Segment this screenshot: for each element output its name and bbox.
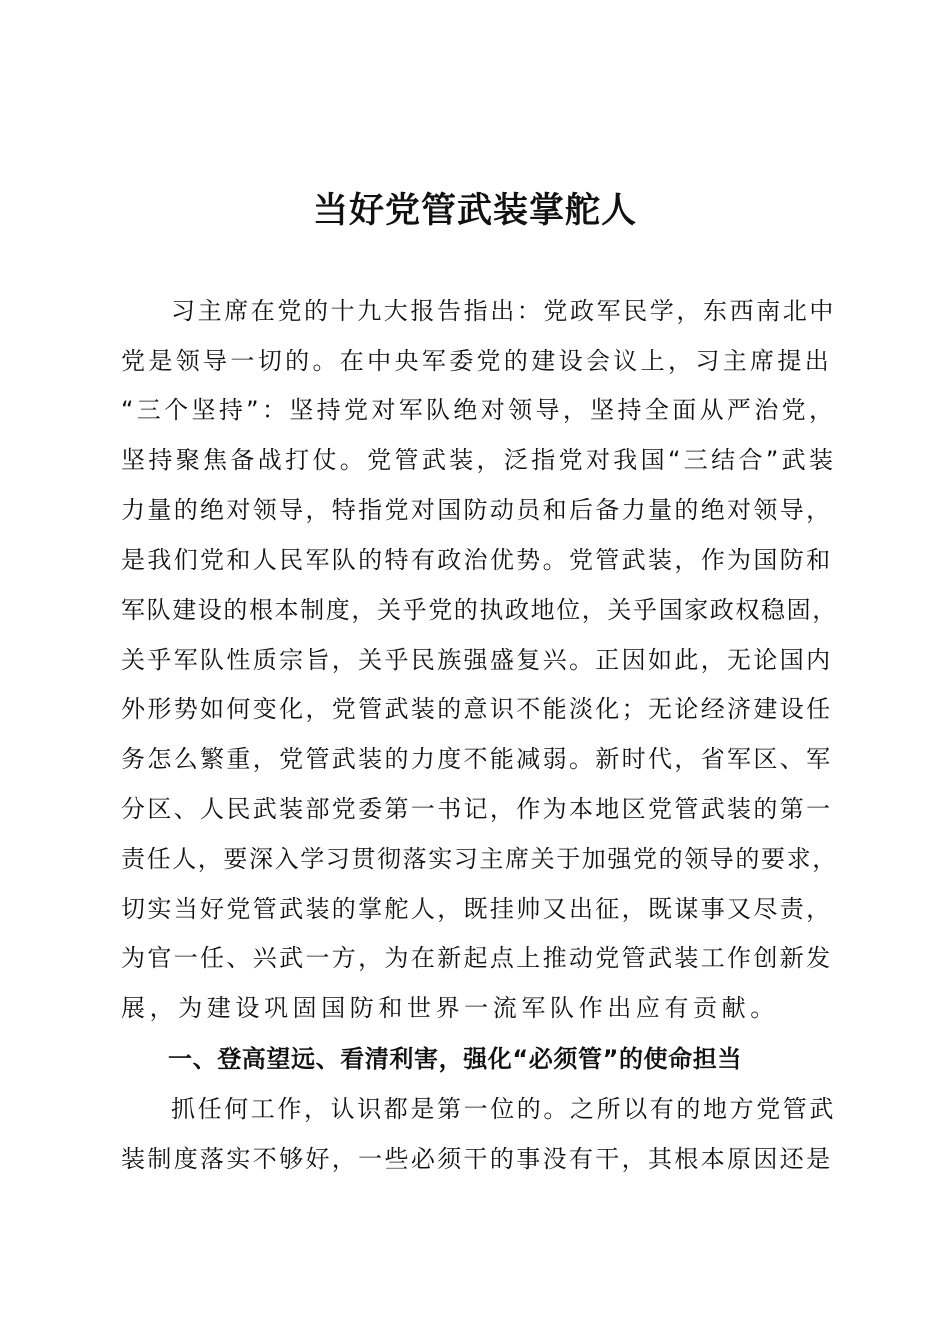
paragraph-line: 切实当好党管武装的掌舵人，既挂帅又出征，既谋事又尽责， — [121, 895, 833, 923]
paragraph-line: 为官一任、兴武一方，为在新起点上推动党管武装工作创新发 — [121, 944, 833, 972]
section-heading: 一、登高望远、看清利害，强化“必须管”的使命担当 — [168, 1045, 742, 1073]
paragraph-line: 坚持聚焦备战打仗。党管武装，泛指党对我国“三结合”武装 — [121, 446, 837, 474]
paragraph-line: 抓任何工作，认识都是第一位的。之所以有的地方党管武 — [171, 1095, 836, 1123]
paragraph-line: 党是领导一切的。在中央军委党的建设会议上，习主席提出 — [121, 347, 833, 375]
paragraph-line: 务怎么繁重，党管武装的力度不能减弱。新时代，省军区、军 — [121, 745, 833, 773]
paragraph-line: 关乎军队性质宗旨，关乎民族强盛复兴。正因如此，无论国内 — [121, 646, 833, 674]
paragraph-line: 分区、人民武装部党委第一书记，作为本地区党管武装的第一 — [121, 795, 833, 823]
paragraph-line: 习主席在党的十九大报告指出：党政军民学，东西南北中 — [171, 297, 836, 325]
paragraph-line: 力量的绝对领导，特指党对国防动员和后备力量的绝对领导， — [121, 496, 833, 524]
paragraph-line: “三个坚持”：坚持党对军队绝对领导，坚持全面从严治党， — [121, 396, 837, 424]
paragraph-line: 是我们党和人民军队的特有政治优势。党管武装，作为国防和 — [121, 546, 833, 574]
paragraph-line: 装制度落实不够好，一些必须干的事没有干，其根本原因还是 — [121, 1145, 833, 1173]
paragraph-line: 展，为建设巩固国防和世界一流军队作出应有贡献。 — [121, 994, 779, 1022]
paragraph-line: 外形势如何变化，党管武装的意识不能淡化；无论经济建设任 — [121, 695, 833, 723]
paragraph-line: 军队建设的根本制度，关乎党的执政地位，关乎国家政权稳固， — [121, 596, 838, 624]
document-title: 当好党管武装掌舵人 — [312, 190, 637, 231]
paragraph-line: 责任人，要深入学习贯彻落实习主席关于加强党的领导的要求， — [121, 845, 838, 873]
